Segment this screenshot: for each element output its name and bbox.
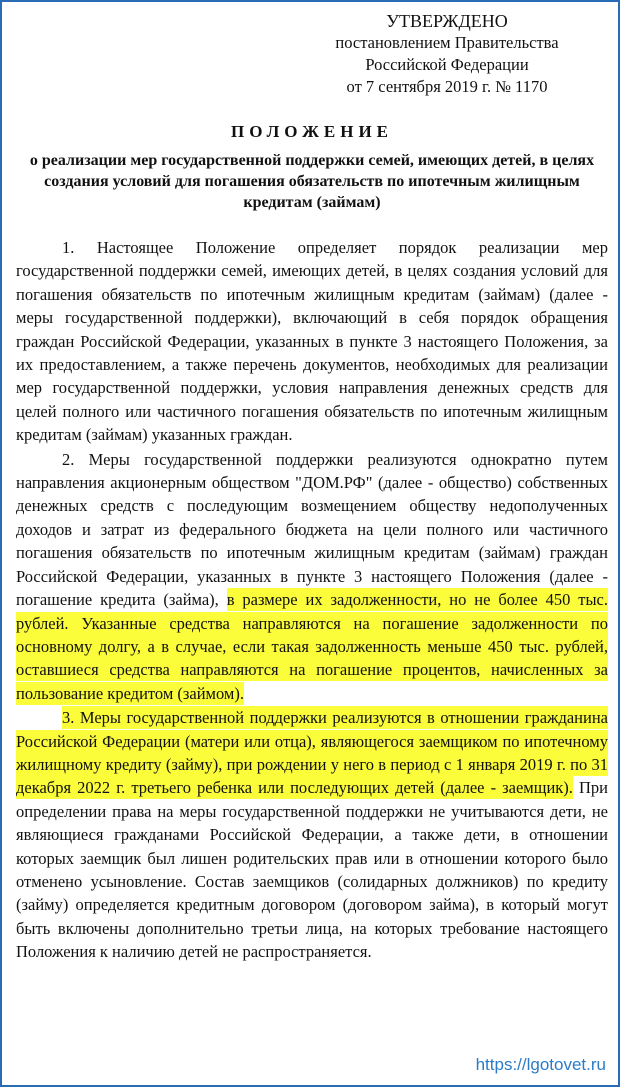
approval-line: Российской Федерации [365,55,529,74]
document-subtitle: о реализации мер государственной поддержки семей, имеющих детей, в целях создания условий для погашения обязательств по ипотечным жилищным кредитам (займам) [29,152,595,211]
paragraph-2 [16,448,608,705]
source-link[interactable]: https://lgotovet.ru [475,1055,606,1074]
approval-line: постановлением Правительства [335,33,559,52]
approval-date: от 7 сентября 2019 г. № 1170 [346,77,548,96]
paragraph-3 [16,706,608,963]
approval-stamp [292,10,602,98]
document-title: ПОЛОЖЕНИЕ [231,122,393,141]
paragraph-1: 1. Настоящее Положение определяет порядок реализации мер государственной поддержки семей, имеющих детей, в целях создания условий для погашения обязательств по ипотечным жилищным кредитам (займам) (далее - меры государственной поддержки), включающий в себя порядок обращения граждан Российской Федерации, указанных в пункте 3 настоящего Положения, за их предоставлением, а также перечень документов, необходимых для реализации мер государственной поддержки, условия направления денежных средств для целей полного или частичного погашения обязательств по ипотечным жилищным кредитам (займам) указанных граждан. [16,238,608,445]
paragraph-3-text: При определении права на меры государственной поддержки не учитываются дети, не являющиеся гражданами Российской Федерации, а также дети, в отношении которых заемщик был лишен родительских прав или в отношении которого было отменено усыновление. Состав заемщиков (солидарных должников) по кредиту (займу) определяется кредитным договором (договором займа), в который могут быть включены дополнительно третьи лица, на которых требование настоящего Положения к наличию детей не распространяется. [16,778,609,962]
paragraph-2-text: 2. Меры государственной поддержки реализуются однократно путем направления акционерным обществом "ДОМ.РФ" (далее - общество) собственных денежных средств с последующим возмещением обществу недополученных доходов и затрат из федерального бюджета на цели полного или частичного погашения обязательств по ипотечным жилищным кредитам (займам) граждан Российской Федерации, указанных в пункте 3 настоящего Положения (далее - погашение кредита (займа), [16,449,608,610]
document-body [16,236,608,964]
highlight-eligibility: 3. Меры государственной поддержки реализуются в отношении гражданина Российской Федерации (матери или отца), являющегося заемщиком по ипотечному жилищному кредиту (займу), при рождении у него в период с 1 января 2019 г. по 31 декабря 2022 г. третьего ребенка или последующих детей (далее - заемщик). [16,708,608,798]
approval-heading: УТВЕРЖДЕНО [386,11,508,31]
highlight-amount: в размере их задолженности, но не более 450 тыс. рублей. Указанные средства направляются на погашение задолженности по основному долгу, а в случае, если такая задолженность меньше 450 тыс. рублей, оставшиеся средства направляются на погашение процентов, начисленных за пользование кредитом (займом). [16,590,608,703]
